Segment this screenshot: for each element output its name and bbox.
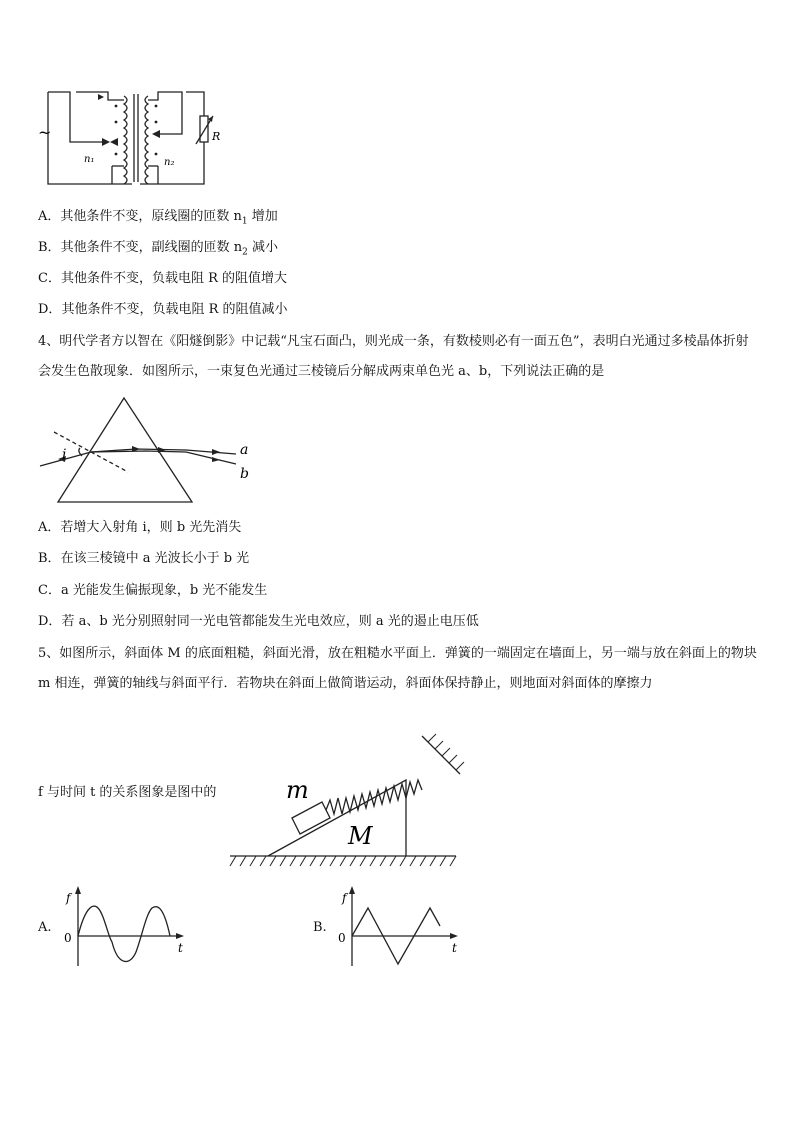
- q3-option-d: [38, 301, 288, 319]
- option-letter: A．: [38, 520, 61, 535]
- graph-a-letter: A.: [38, 920, 52, 935]
- q4-option-c: [38, 582, 267, 600]
- q3-option-a: [38, 208, 278, 231]
- incidence-angle-label: i: [62, 447, 67, 463]
- graph-a-xlabel: t: [178, 941, 183, 955]
- q4-option-d: [38, 613, 479, 631]
- option-text-tail: 增加: [247, 209, 278, 224]
- q5-stem: 5、如图所示，斜面体 M 的底面粗糙，斜面光滑，放在粗糙水平面上．弹簧的一端固定在墙面上，另一端与放在斜面上的物块 m 相连，弹簧的轴线与斜面平行．若物块在斜面上做简谐运动，斜面体保持静止，则地面对斜面体的摩擦力: [38, 646, 757, 691]
- n2-label: n₂: [164, 157, 175, 168]
- option-letter: C．: [38, 583, 61, 598]
- transformer-figure: [36, 86, 226, 190]
- q4-option-a: [38, 519, 241, 537]
- option-text: 其他条件不变，负载电阻 R 的阻值减小: [61, 302, 288, 317]
- option-letter: B．: [38, 551, 61, 566]
- q4-option-b: [38, 550, 249, 568]
- graph-b: [334, 886, 474, 970]
- option-text: 在该三棱镜中 a 光波长小于 b 光: [60, 551, 250, 566]
- incline-spring-figure: [228, 714, 478, 872]
- ray-a-label: a: [240, 442, 249, 458]
- q3-option-c: [38, 270, 287, 288]
- incline-mass-label: M: [348, 822, 373, 850]
- graph-b-letter: B.: [313, 920, 327, 935]
- graph-a-curve: [78, 906, 170, 961]
- option-text: 若 a、b 光分别照射同一光电管都能发生光电效应，则 a 光的遏止电压低: [61, 614, 479, 629]
- option-subscript: 2: [242, 247, 248, 258]
- graph-a: [60, 886, 200, 970]
- graph-b-origin: 0: [338, 931, 346, 945]
- option-letter: A．: [38, 209, 61, 224]
- ray-b-label: b: [240, 466, 249, 482]
- ac-source-symbol: ~: [38, 123, 52, 142]
- option-text: a 光能发生偏振现象，b 光不能发生: [60, 583, 268, 598]
- option-letter: D．: [38, 302, 62, 317]
- prism-figure: [36, 396, 266, 506]
- graph-a-ylabel: f: [66, 891, 71, 905]
- option-letter: D．: [38, 614, 62, 629]
- q4-stem: 4、明代学者方以智在《阳燧倒影》中记载“凡宝石面凸，则光成一条，有数棱则必有一面五色”，表明白光通过多棱晶体折射会发生色散现象．如图所示，一束复色光通过三棱镜后分解成两束单色光 a、b，下列说法正确的是: [38, 334, 749, 379]
- graph-b-xlabel: t: [452, 941, 457, 955]
- q3-option-b: [38, 239, 278, 262]
- resistor-label: R: [212, 130, 221, 143]
- n1-label: n₁: [84, 154, 95, 165]
- option-letter: C．: [38, 271, 61, 286]
- option-text: 其他条件不变，负载电阻 R 的阻值增大: [60, 271, 288, 286]
- option-text: 其他条件不变，原线圈的匝数 n: [60, 209, 242, 224]
- graph-a-origin: 0: [64, 931, 72, 945]
- option-text-tail: 减小: [247, 240, 278, 255]
- option-subscript: 1: [241, 216, 248, 227]
- graph-b-ylabel: f: [342, 891, 347, 905]
- option-letter: B．: [38, 240, 61, 255]
- q5-stem-tail: f 与时间 t 的关系图象是图中的: [38, 785, 217, 800]
- block-mass-label: m: [286, 776, 309, 804]
- option-text: 若增大入射角 i，则 b 光先消失: [60, 520, 242, 535]
- option-text: 其他条件不变，副线圈的匝数 n: [60, 240, 243, 255]
